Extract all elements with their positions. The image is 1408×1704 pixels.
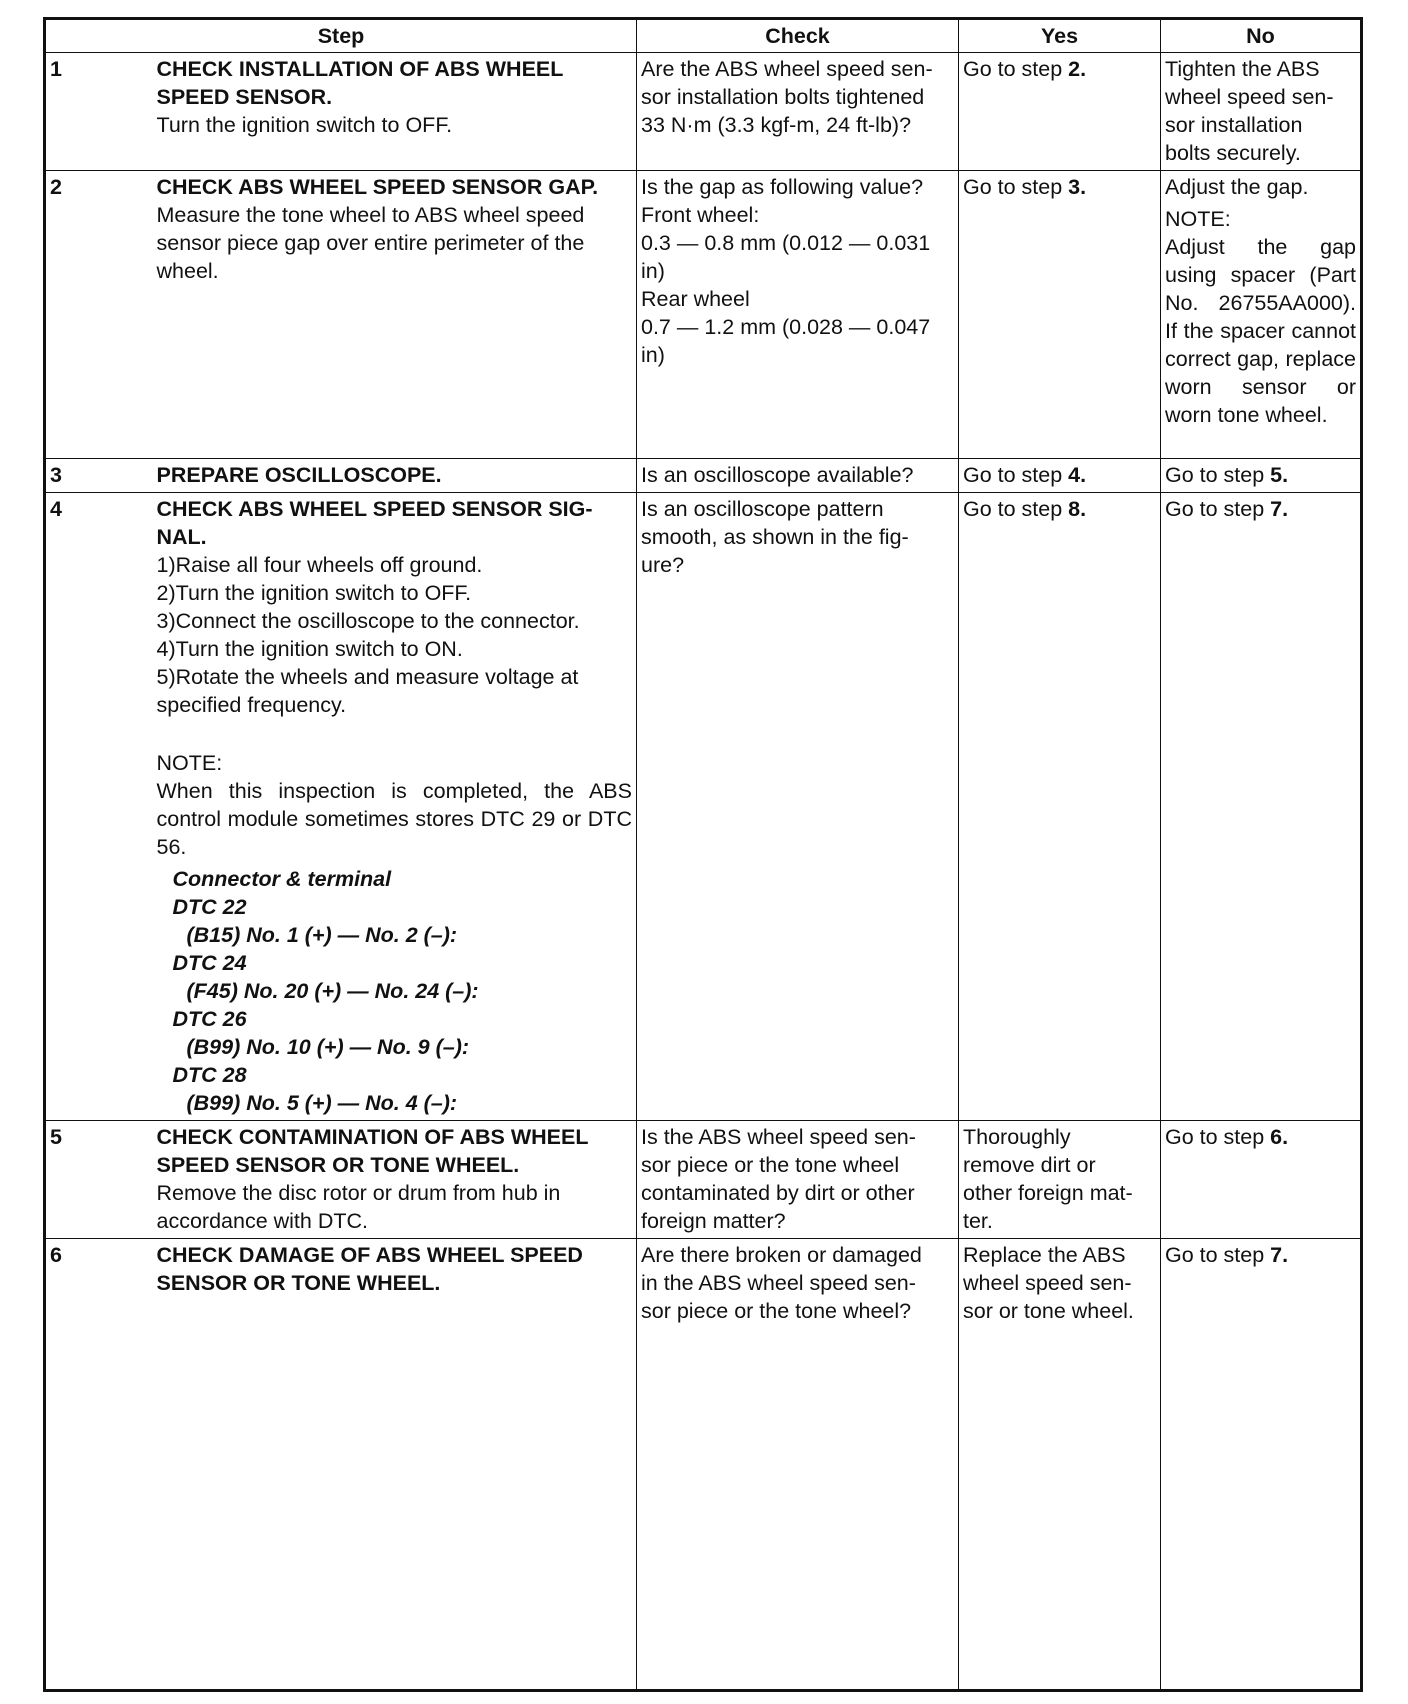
table-row xyxy=(45,171,1362,459)
yes-step-link: 4. xyxy=(1068,463,1087,487)
step-number: 6 xyxy=(45,1239,153,1691)
note-label: NOTE: xyxy=(1165,207,1231,231)
step-cell xyxy=(153,493,637,1121)
header-row xyxy=(45,19,1362,53)
check-cell: Are there broken or damaged in the ABS wheel speed sen- sor piece or the tone wheel? xyxy=(637,1239,959,1691)
note-label: NOTE: xyxy=(156,751,223,775)
dtc-label: DTC 22 xyxy=(172,895,247,919)
step-title: CHECK ABS WHEEL SPEED SENSOR SIG- NAL. xyxy=(156,497,593,549)
step-cell xyxy=(153,53,637,171)
table-row xyxy=(45,1121,1362,1239)
no-cell: Go to step 5. xyxy=(1161,459,1362,493)
step-number: 4 xyxy=(45,493,153,1121)
step-number: 5 xyxy=(45,1121,153,1239)
dtc-label: DTC 26 xyxy=(172,1007,247,1031)
dtc-pins: (B99) No. 5 (+) — No. 4 (–): xyxy=(186,1091,458,1115)
yes-cell: Go to step 2. xyxy=(959,53,1161,171)
no-cell: Adjust the gap. NOTE: Adjust the gap using spacer (Part No. 26755AA000). If the spacer cannot correct gap, replace worn sensor or worn tone wheel. xyxy=(1161,171,1362,459)
table-row xyxy=(45,493,1362,1121)
yes-cell: Go to step 8. xyxy=(959,493,1161,1121)
yes-step-link: 2. xyxy=(1068,57,1087,81)
table-row xyxy=(45,459,1362,493)
dtc-label: DTC 24 xyxy=(172,951,247,975)
step-instruction: Measure the tone wheel to ABS wheel speed sensor piece gap over entire perimeter of the wheel. xyxy=(156,203,585,283)
no-step-link: 7. xyxy=(1270,497,1289,521)
connector-title: Connector & terminal xyxy=(172,867,392,891)
dtc-pins: (F45) No. 20 (+) — No. 24 (–): xyxy=(186,979,479,1003)
check-cell: Is the ABS wheel speed sen- sor piece or the tone wheel contaminated by dirt or other foreign matter? xyxy=(637,1121,959,1239)
yes-step-link: 8. xyxy=(1068,497,1087,521)
dtc-label: DTC 28 xyxy=(172,1063,247,1087)
step-cell xyxy=(153,459,637,493)
yes-cell: Replace the ABS wheel speed sen- sor or tone wheel. xyxy=(959,1239,1161,1691)
step-instruction: Remove the disc rotor or drum from hub in accordance with DTC. xyxy=(156,1181,561,1233)
step-cell xyxy=(153,171,637,459)
yes-step-link: 3. xyxy=(1068,175,1087,199)
table-row xyxy=(45,53,1362,171)
step-instruction: Turn the ignition switch to OFF. xyxy=(156,113,453,137)
header-no: No xyxy=(1161,19,1362,53)
no-step-link: 5. xyxy=(1270,463,1289,487)
step-title: CHECK CONTAMINATION OF ABS WHEEL SPEED SENSOR OR TONE WHEEL. xyxy=(156,1125,589,1177)
check-cell: Is an oscilloscope available? xyxy=(637,459,959,493)
step-title: PREPARE OSCILLOSCOPE. xyxy=(156,463,442,487)
note-text: When this inspection is completed, the ABS control module sometimes stores DTC 29 or DTC 56. xyxy=(156,779,632,859)
no-step-link: 7. xyxy=(1270,1243,1289,1267)
no-step-link: 6. xyxy=(1270,1125,1289,1149)
step-number: 1 xyxy=(45,53,153,171)
step-number: 2 xyxy=(45,171,153,459)
no-cell: Tighten the ABS wheel speed sen- sor installation bolts securely. xyxy=(1161,53,1362,171)
dtc-pins: (B99) No. 10 (+) — No. 9 (–): xyxy=(186,1035,470,1059)
yes-cell: Go to step 4. xyxy=(959,459,1161,493)
step-number: 3 xyxy=(45,459,153,493)
no-note-text: Adjust the gap using spacer (Part No. 26755AA000). If the spacer cannot correct gap, replace worn sensor or worn tone wheel. xyxy=(1165,235,1356,427)
header-check: Check xyxy=(637,19,959,53)
check-cell: Is the gap as following value? Front wheel: 0.3 — 0.8 mm (0.012 — 0.031 in) Rear wheel 0.7 — 1.2 mm (0.028 — 0.047 in) xyxy=(637,171,959,459)
step-title: CHECK DAMAGE OF ABS WHEEL SPEED SENSOR OR TONE WHEEL. xyxy=(156,1243,583,1295)
table-row xyxy=(45,1239,1362,1691)
yes-cell: Thoroughly remove dirt or other foreign mat- ter. xyxy=(959,1121,1161,1239)
no-cell: Go to step 7. xyxy=(1161,1239,1362,1691)
step-title: CHECK ABS WHEEL SPEED SENSOR GAP. xyxy=(156,175,599,199)
check-cell: Is an oscilloscope pattern smooth, as shown in the fig- ure? xyxy=(637,493,959,1121)
dtc-pins: (B15) No. 1 (+) — No. 2 (–): xyxy=(186,923,458,947)
header-step: Step xyxy=(45,19,637,53)
no-cell: Go to step 7. xyxy=(1161,493,1362,1121)
step-title: CHECK INSTALLATION OF ABS WHEEL SPEED SENSOR. xyxy=(156,57,564,109)
step-cell xyxy=(153,1239,637,1691)
header-yes: Yes xyxy=(959,19,1161,53)
yes-cell: Go to step 3. xyxy=(959,171,1161,459)
diagnostic-table xyxy=(43,17,1363,1692)
no-cell: Go to step 6. xyxy=(1161,1121,1362,1239)
check-cell: Are the ABS wheel speed sen- sor installation bolts tightened 33 N·m (3.3 kgf-m, 24 ft-lb)? xyxy=(637,53,959,171)
step-cell xyxy=(153,1121,637,1239)
step-instruction: 1)Raise all four wheels off ground. 2)Turn the ignition switch to OFF. 3)Connect the oscilloscope to the connector. 4)Turn the ignition switch to ON. 5)Rotate the wheels and measure voltage at specified frequency. xyxy=(156,553,580,717)
